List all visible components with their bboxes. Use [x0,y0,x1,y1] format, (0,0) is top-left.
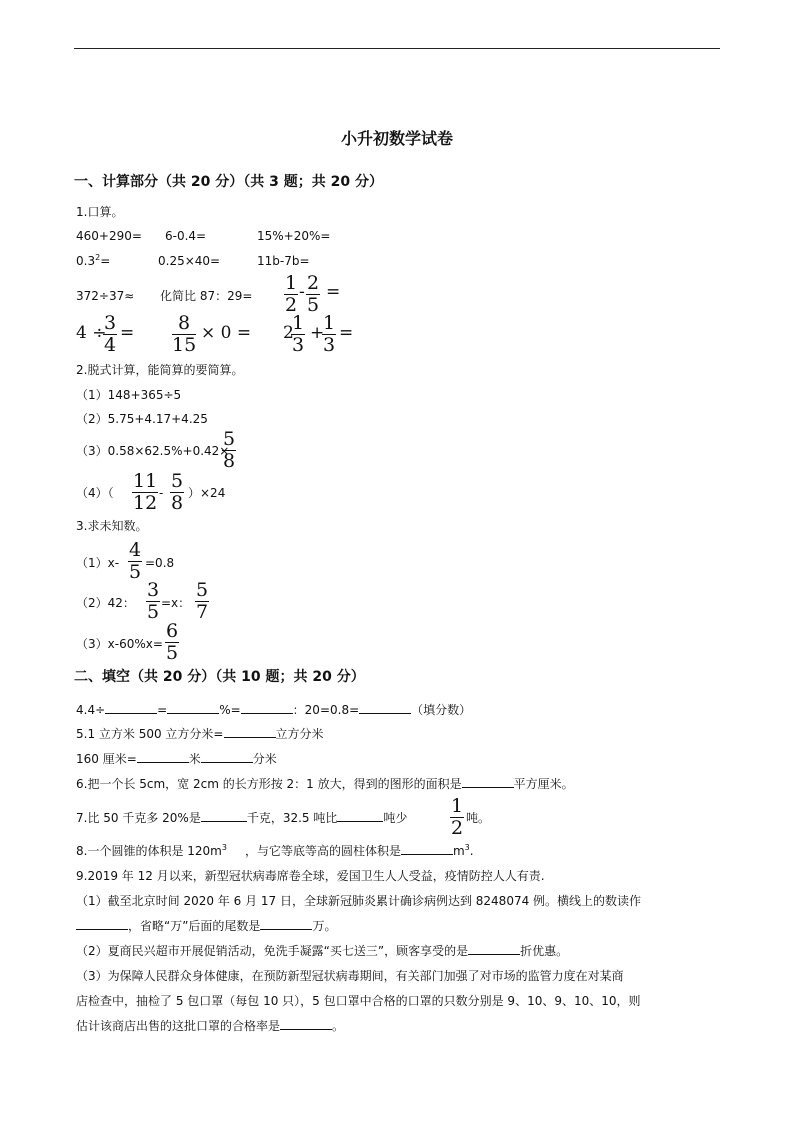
fraction: $\frac{1}{3}$ [323,312,336,356]
q1-r3-b: 化简比 87：29= [160,289,253,303]
q3-item-2: （2）42： [76,596,135,610]
q8: 8.一个圆锥的体积是 $120m^3$ ，与它等底等高的圆柱体积是 $m^3$. [76,843,474,858]
q2-label: 2.脱式计算，能简算的要简算。 [76,363,244,377]
mixed-whole: 2 [283,323,294,343]
q1-r2-c: 11b-7b= [257,254,310,268]
fraction: $\frac{1}{2}$ [285,272,298,316]
equals-sign: = [326,282,341,302]
fraction: $\frac{3}{5}$ [147,579,160,623]
section-2-heading: 二、填空（共 20 分）（共 10 题；共 20 分） [74,669,365,685]
q1-label: 1.口算。 [76,205,124,219]
q3-item-1: （1）x- [76,556,120,570]
q2-item-2: （2）5.75+4.17+4.25 [76,412,208,426]
fraction: $\frac{2}{5}$ [307,272,320,316]
q9-item-3-line-2: 店检查中，抽检了 5 包口罩（每包 10 只），5 包口罩中合格的口罩的只数分别是 9、10、9、10、10，则 [76,994,641,1008]
minus-sign: - [159,486,164,500]
plus-sign: + [310,323,325,343]
q3-label: 3.求未知数。 [76,519,148,533]
q1-r2-b: 0.25×40= [158,254,221,268]
fraction: $\frac{11}{12}$ [133,470,158,514]
q1-r3-a: 372÷37≈ [76,289,135,303]
q9-item-1-line-2: ，省略“万”后面的尾数是 万。 [76,918,336,934]
fraction: $\frac{5}{8}$ [171,470,184,514]
q2-item-1: （1）148+365÷5 [76,388,182,402]
q1-r4-a-prefix: 4 ÷ [76,323,107,343]
q3-item-1-tail: =0.8 [145,556,175,570]
fraction: $\frac{8}{15}$ [172,312,197,356]
q1-r4-b-tail: × 0 = [201,323,252,343]
q9-item-1-line-1: （1）截至北京时间 2020 年 6 月 17 日，全球新冠肺炎累计确诊病例达到 8248074 例。横线上的数读作 [76,894,642,908]
q1-r1-b: 6-0.4= [165,229,207,243]
fraction: $\frac{3}{4}$ [104,312,117,356]
q9-item-2: （2）夏商民兴超市开展促销活动，免洗手凝露“买七送三”，顾客享受的是 折优惠。 [76,944,569,958]
q9-item-3-line-3: 估计该商店出售的这批口罩的合格率是 。 [76,1019,345,1033]
section-1-heading: 一、计算部分（共 20 分）（共 3 题；共 20 分） [74,174,383,190]
q7: 7.比 50 千克多 20%是 千克，32.5 吨比 吨少 [76,811,408,825]
q7-tail: 吨。 [466,811,491,825]
fraction: $\frac{4}{5}$ [129,539,142,583]
page-title: 小升初数学试卷 [340,129,453,148]
q2-item-4-tail: ）×24 [188,486,226,500]
q5-line-2: 160 厘米= 米 分米 [76,752,277,766]
fraction: $\frac{6}{5}$ [166,620,179,664]
q1-r2-a: $0.3^2=$ [76,253,111,268]
equals-sign: = [339,323,354,343]
q2-item-3: （3）0.58×62.5%+0.42× [76,444,230,458]
q2-item-4: （4）（ [76,486,114,500]
q9-item-3-line-1: （3）为保障人民群众身体健康，在预防新型冠状病毒期间，有关部门加强了对市场的监管力度在对某商 [76,969,624,983]
q1-r1-a: 460+290= [76,229,142,243]
equals-sign: = [120,323,135,343]
fraction: $\frac{5}{7}$ [196,579,209,623]
minus-sign: - [299,282,305,302]
fraction: $\frac{5}{8}$ [223,428,236,472]
q9-intro: 9.2019 年 12 月以来，新型冠状病毒席卷全球，爱国卫生人人受益，疫情防控人人有责. [76,869,545,883]
q3-item-2-mid: =x： [161,596,191,610]
fraction: $\frac{1}{3}$ [292,312,305,356]
q1-r1-c: 15%+20%= [257,229,331,243]
q4: 4.4÷ = %= ：20=0.8= （填分数） [76,703,472,717]
header-rule [74,48,720,49]
q3-item-3: （3）x-60%x= [76,637,163,651]
q6: 6.把一个长 5cm，宽 2cm 的长方形按 2：1 放大，得到的图形的面积是 平方厘米。 [76,777,574,791]
q5-line-1: 5.1 立方米 500 立方分米= 立方分米 [76,727,324,741]
fraction: $\frac{1}{2}$ [451,795,464,839]
